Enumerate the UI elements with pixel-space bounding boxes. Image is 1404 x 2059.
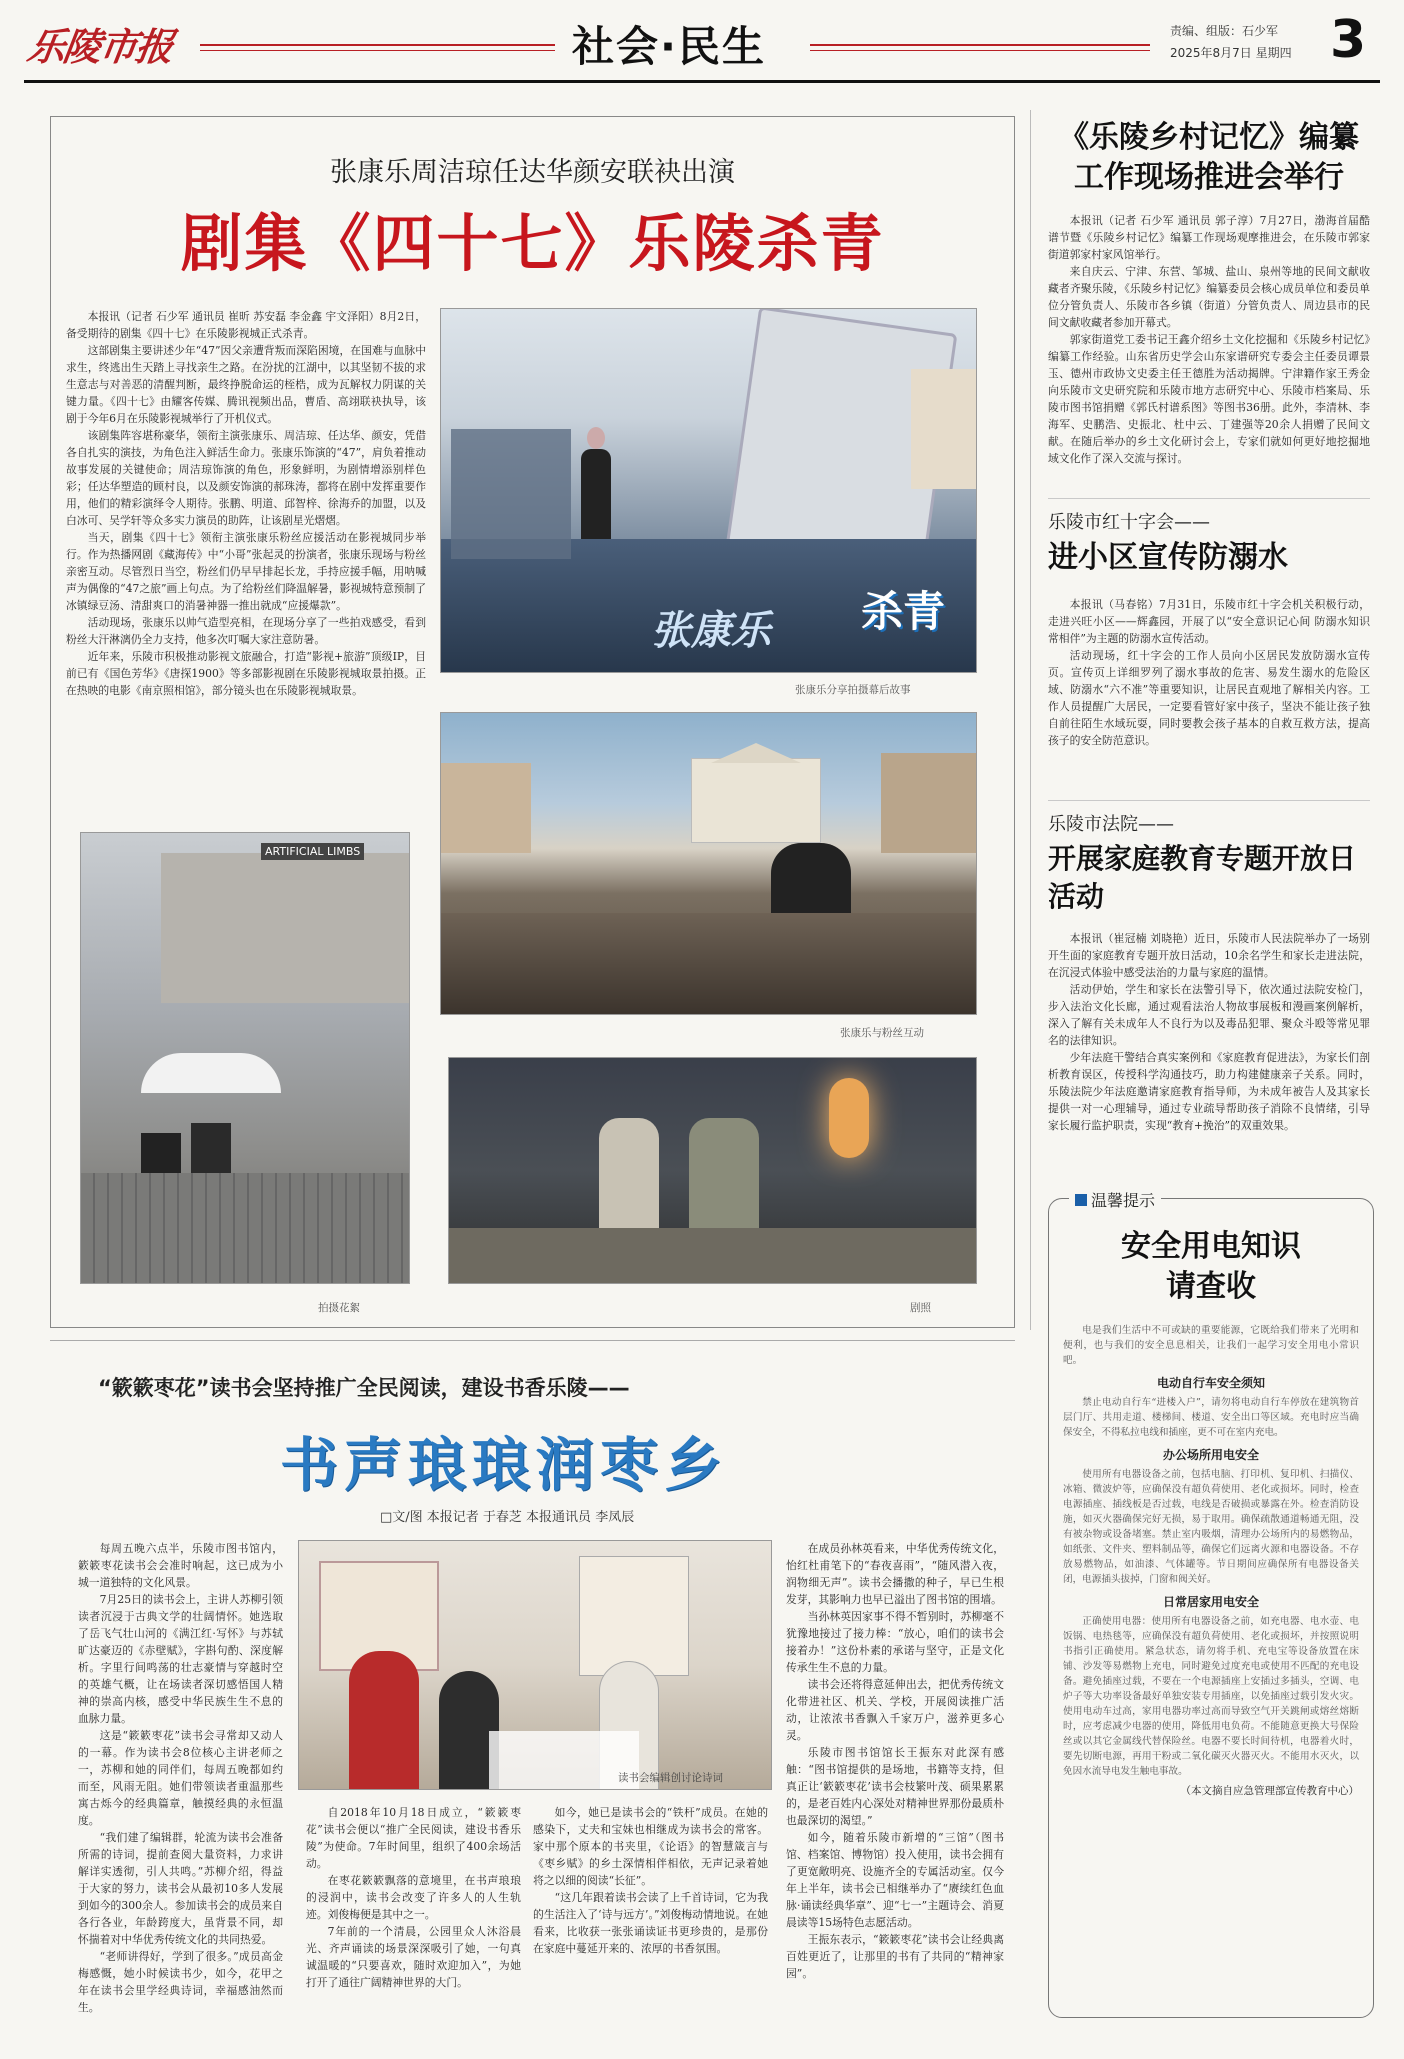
section-title: 社会·民生	[572, 22, 766, 71]
newspaper-logo: 乐陵市报	[24, 24, 175, 69]
issue-date: 2025年8月7日 星期四	[1170, 46, 1292, 60]
bottom-paragraph: 7年前的一个清晨，公园里众人沐浴晨光、齐声诵读的场景深深吸引了她，一句真诚温暖的“只要喜欢，随时欢迎加入”，为她打开了通往广阔精神世界的大门。	[306, 1925, 521, 1989]
right-story3-paragraph: 少年法庭干警结合真实案例和《家庭教育促进法》，为家长们剖析教育误区，传授科学沟通技巧，助力构建健康亲子关系。同时，乐陵法院少年法庭邀请家庭教育指导师，为未成年被告人及其家长提供一对一心理辅导，通过专业疏导帮助孩子消除不良情绪，引导家长履行监护职责，实现“教育+挽治”的双重效果。	[1048, 1051, 1370, 1132]
right-story1-paragraph: 本报讯（记者 石少军 通讯员 郭子淳）7月27日，渤海首届酷谱节暨《乐陵乡村记忆》编纂工作现场观摩推进会，在乐陵市郭家街道郭家村家风馆举行。	[1048, 214, 1370, 261]
photo-drama-still	[448, 1057, 977, 1284]
lead-kicker: 张康乐周洁琼任达华颜安联袂出演	[330, 157, 735, 188]
right-story2	[1048, 508, 1370, 749]
bottom-col2	[306, 1804, 521, 1991]
bottom-paragraph: 自2018年10月18日成立，“簌簌枣花”读书会便以“推广全民阅读，建设书香乐陵”为使命。7年时间里，组织了400余场活动。	[306, 1806, 521, 1870]
page-number: 3	[1330, 10, 1367, 70]
tips-square-icon	[1075, 1194, 1087, 1206]
lead-paragraph: 这部剧集主要讲述少年“47”因父亲遭背叛而深陷困境，在国难与血脉中求生，终逃出生天踏上寻找亲生之路。在汾扰的江湖中，以其坚韧不拔的求生意志与对善恶的清醒判断，最终挣脱命运的桎梏，成为瓦解权力阴谋的关键力量。《四十七》由耀客传媒、腾讯视频出品，曹盾、高翊联袂执导，该剧于今年6月在乐陵影视城举行了开机仪式。	[66, 344, 426, 425]
bottom-paragraph: 在成员孙林英看来，中华优秀传统文化，怡红杜甫笔下的“春夜喜雨”，“随风潜入夜，润物细无声”。读书会播撒的种子，早已生根发芽，其影响力也早已溢出了图书馆的围墙。	[786, 1542, 1004, 1606]
bottom-paragraph: 在枣花簌簌飘落的意境里，在书声琅琅的浸润中，读书会改变了许多人的人生轨迹。刘俊梅便是其中之一。	[306, 1874, 521, 1921]
photo-fans-caption: 张康乐与粉丝互动	[840, 1027, 924, 1039]
right-story2-headline: 进小区宣传防溺水	[1048, 540, 1288, 575]
safety-tips-box	[1048, 1191, 1374, 2018]
lead-paragraph: 近年来，乐陵市积极推动影视文旅融合，打造“影视+旅游”顶级IP，目前已有《国色芳华》《唐探1900》等多部影视剧在乐陵影视城取景拍摄。正在热映的电影《南京照相馆》，部分镜头也在乐陵影视城取景。	[66, 650, 426, 697]
right-story3-headline: 开展家庭教育专题开放日活动	[1048, 842, 1357, 913]
tips-intro: 电是我们生活中不可或缺的重要能源，它既给我们带来了光明和便利，也与我们的安全息息相关，让我们一起学习安全用电小常识吧。	[1063, 1325, 1359, 1366]
bottom-col1	[78, 1540, 283, 2016]
right-story3-kicker: 乐陵市法院——	[1048, 814, 1174, 835]
tips-section-title: 电动自行车安全须知	[1156, 1376, 1265, 1390]
right-story1	[1048, 118, 1370, 467]
bottom-col2b	[533, 1804, 768, 1957]
photo-fan-interaction	[440, 712, 977, 1015]
stage-banner-wrap: 杀青	[861, 587, 946, 636]
photo-bts-caption: 拍摄花絮	[318, 1302, 360, 1314]
photo-stage-caption: 张康乐分享拍摄幕后故事	[795, 684, 911, 696]
lead-paragraph: 本报讯（记者 石少军 通讯员 崔昕 苏安磊 李金鑫 宇文泽阳）8月2日，备受期待的剧集《四十七》在乐陵影视城正式杀青。	[66, 310, 426, 340]
tips-section-body: 正确使用电器：使用所有电器设备之前，如充电器、电水壶、电饭锅、电热毯等，应确保没有超负荷使用、老化或损坏，并按照说明书指引正确使用。紧急状态，请勿将手机、充电宝等设备放置在床铺、沙发等易燃物上充电，同时避免过度充电或使用不匹配的充电设备。避免插座过载，不要在一个电源插座上安插过多插头，空调、电炉子等大功率设备最好单独安装专用插座，以免插座过载引发火灾。使用电动车过高，家用电器功率过高而导致空气开关跳闸或熔丝熔断时，应考虑减少电器的使用，降低用电负荷。不能随意更换大号保险丝或以其它金属线代替保险丝。电器不要长时间待机，电器着火时，要先切断电源，再用干粉或二氧化碳灭火器灭火。不能用水灭火，以免因水流导电发生触电事故。	[1063, 1616, 1359, 1777]
stage-banner-name: 张康乐	[651, 607, 771, 654]
tips-source: （本文摘自应急管理部宣传教育中心）	[1180, 1785, 1359, 1797]
bottom-paragraph: 当孙林英因家事不得不暂别时，苏柳毫不犹豫地接过了接力棒：“放心，咱们的读书会接着办！”这份朴素的承诺与坚守，正是文化传承生生不息的力量。	[786, 1610, 1004, 1674]
right-story1-paragraph: 来自庆云、宁津、东营、邹城、盐山、泉州等地的民间文献收藏者齐聚乐陵，《乐陵乡村记忆》编纂委员会核心成员单位和委员单位分管负责人、乐陵市各乡镇（街道）分管负责人、周边县市的民间文献收藏者参加开幕式。	[1048, 265, 1370, 329]
tips-section-title: 日常居家用电安全	[1162, 1595, 1259, 1609]
right-story1-headline: 《乐陵乡村记忆》编纂工作现场推进会举行	[1059, 120, 1359, 195]
editor-credit: 责编、组版：石少军	[1170, 24, 1279, 38]
bottom-paragraph: 7月25日的读书会上，主讲人苏柳引领读者沉浸于古典文学的壮阔情怀。她选取了岳飞气壮山河的《满江红·写怀》与苏轼旷达豪迈的《赤壁赋》，字斟句酌、深度解析。字里行间鸣荡的壮志豪情与穿越时空的英雄气概，让在场读者深切感悟国人精神的崇高内核，感受中华民族生生不息的血脉力量。	[78, 1593, 283, 1725]
photo-stage-performance	[440, 308, 977, 673]
right-story1-paragraph: 郭家街道党工委书记王鑫介绍乡土文化挖掘和《乐陵乡村记忆》编纂工作经验。山东省历史学会山东家谱研究专委会主任委员谭景玉、德州市政协文史委主任王德胜为活动揭牌。宁津籍作家王秀金向乐陵市文史研究院和乐陵市地方志研究中心、乐陵市档案局、乐陵市图书馆捐赠《郭氏村谱系图》等图书36册。此外，李清林、李海军、史鹏浩、史振北、杜中云、丁建强等20余人捐赠了民间文献。在随后举办的乡土文化研讨会上，专家们就如何更好地挖掘地域文化作了深入交流与探讨。	[1048, 333, 1370, 465]
photo-behind-the-scenes	[80, 832, 410, 1284]
tips-section-body: 禁止电动自行车“进楼入户”，请勿将电动自行车停放在建筑物首层门厅、共用走道、楼梯间、楼道、安全出口等区域。充电时应当确保安全，不得私拉电线和插座，更不可在室内充电。	[1063, 1397, 1359, 1438]
lead-text	[66, 308, 426, 699]
bottom-paragraph: 如今，她已是读书会的“铁杆”成员。在她的感染下，丈夫和宝妹也相继成为读书会的常客。家中那个原本的书夹里，《论语》的智慧箴言与《枣乡赋》的乡土深情相伴相依，无声记录着她将之以细的阅读“长征”。	[533, 1806, 768, 1887]
bottom-paragraph: “这几年跟着读书会读了上千首诗词，它为我的生活注入了‘诗与远方’。”刘俊梅动情地说。在她看来，比收获一张张诵读证书更珍贵的，是那份在家庭中蔓延开来的、浓厚的书香氛围。	[533, 1891, 768, 1955]
bottom-headline: 书声琅琅润枣乡	[280, 1431, 729, 1499]
tips-headline: 安全用电知识请查收	[1121, 1229, 1301, 1304]
bottom-col3	[786, 1540, 1004, 1982]
right-story3	[1048, 810, 1370, 1134]
photo-still-caption: 剧照	[910, 1302, 931, 1314]
tips-tag	[1069, 1188, 1161, 1211]
photo-reading-club	[298, 1540, 772, 1790]
tips-tag-label: 温馨提示	[1091, 1191, 1156, 1210]
right-story2-paragraph: 本报讯（马春铭）7月31日，乐陵市红十字会机关积极行动，走进兴旺小区——辉鑫园，开展了以“安全意识记心间 防溺水知识常相伴”为主题的防溺水宣传活动。	[1048, 598, 1370, 645]
bottom-kicker: “簌簌枣花”读书会坚持推广全民阅读，建设书香乐陵——	[98, 1376, 630, 1400]
tips-section-title: 办公场所用电安全	[1162, 1448, 1259, 1462]
bottom-paragraph: 这是“簌簌枣花”读书会寻常却又动人的一幕。作为读书会8位核心主讲老师之一，苏柳和她的同伴们，每周五晚都如约而至，风雨无阻。她们带领读者重温那些寓古烁今的经典篇章，触摸经典的永恒温度。	[78, 1729, 283, 1827]
bottom-paragraph: 每周五晚六点半，乐陵市图书馆内，簌簌枣花读书会会准时响起，这已成为小城一道独特的文化风景。	[78, 1542, 283, 1589]
bottom-paragraph: 乐陵市图书馆馆长王振东对此深有感触：“图书馆提供的是场地，书籍等支持，但真正让‘簌簌枣花’读书会枝繁叶茂、硕果累累的，是老百姓内心深处对精神世界那份最质朴也最深切的渴望。”	[786, 1746, 1004, 1827]
right-story3-paragraph: 本报讯（崔冠楠 刘晓艳）近日，乐陵市人民法院举办了一场别开生面的家庭教育专题开放日活动，10余名学生和家长走进法院，在沉浸式体验中感受法治的力量与家庭的温情。	[1048, 932, 1370, 979]
right-story2-paragraph: 活动现场，红十字会的工作人员向小区居民发放防溺水宣传页。宣传页上详细罗列了溺水事故的危害、易发生溺水的危险区域、防溺水“六不准”等重要知识，让居民直观地了解相关内容。工作人员提醒广大居民，一定要看管好家中孩子，坚决不能让孩子独自前往陌生水域玩耍，同时要教会孩子基本的自救互救方法，提高孩子的安全防范意识。	[1048, 649, 1370, 747]
right-story3-paragraph: 活动伊始，学生和家长在法警引导下，依次通过法院安检门，步入法治文化长廊，通过观看法治人物故事展板和漫画案例解析，深入了解有关未成年人不良行为以及毒品犯罪、聚众斗殴等常见罪名的法律知识。	[1048, 983, 1370, 1047]
lead-paragraph: 活动现场，张康乐以帅气造型亮相，在现场分享了一些拍戏感受，看到粉丝大汗淋漓仍全力支持，他多次叮嘱大家注意防暑。	[66, 616, 426, 646]
lead-paragraph: 当天，剧集《四十七》领衔主演张康乐粉丝应援活动在影视城同步举行。作为热播网剧《藏海传》中“小哥”张起灵的扮演者，张康乐现场与粉丝亲密互动。尽管烈日当空，粉丝们仍早早排起长龙，手持应援手幅，用呐喊声为偶像的“47之旅”画上句点。为了给粉丝们降温解暑，影视城特意预制了冰镇绿豆汤、清甜爽口的消暑神器一推出就成“应援爆款”。	[66, 531, 426, 612]
tips-section-body: 使用所有电器设备之前，包括电脑、打印机、复印机、扫描仪、冰箱、微波炉等，应确保没有超负荷使用、老化或损坏。同时，检查电源插座、插线板是否过载，电线是否破损或暴露在外。检查消防设施，如灭火器确保完好无损，易于取用。确保疏散通道畅通无阻，没有被杂物或设备堵塞。禁止室内吸烟，清理办公场所内的易燃物品，如纸张、文件夹、塑料制品等，确保它们远离火源和电器设备。不存放易燃物品，如油漆、气体罐等。节日期间应确保所有电器设备关闭，电源插头拔掉，门窗和阀关好。	[1063, 1469, 1359, 1585]
bottom-byline: □文/图 本报记者 于春芝 本报通讯员 李凤辰	[380, 1510, 635, 1525]
shop-sign: ARTIFICIAL LIMBS	[261, 843, 364, 860]
bottom-paragraph: 如今，随着乐陵市新增的“三馆”（图书馆、档案馆、博物馆）投入使用，读书会拥有了更宽敞明亮、设施齐全的专属活动室。仅今年上半年，读书会已相继举办了“赓续红色血脉·诵读经典华章”、迎“七一”主题诗会、消夏晨读等15场特色志愿活动。	[786, 1831, 1004, 1929]
bottom-paragraph: 王振东表示，“簌簌枣花”读书会让经典离百姓更近了，让那里的书有了共同的“精神家园”。	[786, 1933, 1004, 1980]
bottom-paragraph: “我们建了编辑群，轮流为读书会准备所需的诗词，提前查阅大量资料，力求讲解详实透彻，引人共鸣。”苏柳介绍，得益于大家的努力，读书会从最初10多人发展到如今的300余人。参加读书会的成员来自各行各业，年龄跨度大，虽背景不同，却怀揣着对中华优秀传统文化的共同热爱。	[78, 1831, 283, 1946]
lead-headline: 剧集《四十七》乐陵杀青	[180, 207, 885, 280]
bottom-paragraph: “老师讲得好，学到了很多。”成员高金梅感慨，她小时候读书少，如今，花甲之年在读书会里学经典诗词，幸福感油然而生。	[78, 1950, 283, 2014]
photo-reading-caption: 读书会编辑创讨论诗词	[618, 1772, 723, 1784]
lead-paragraph: 该剧集阵容堪称豪华，领衔主演张康乐、周洁琼、任达华、颜安，凭借各自扎实的演技，为角色注入鲜活生命力。张康乐饰演的“47”，肩负着推动故事发展的关键使命；周洁琼饰演的角色，形象鲜明，为剧情增添别样色彩；任达华塑造的顾村良，以及颜安饰演的郝珠涛，都将在剧中发挥重要作用，他们的精彩演绎令人期待。张鹏、明道、邱智梓、徐海乔的加盟，以及白冰可、吴学轩等众多实力演员的助阵，让该剧星光熠熠。	[66, 429, 426, 527]
bottom-paragraph: 读书会还将得意延伸出去，把优秀传统文化带进社区、机关、学校，开展阅读推广活动，让浓浓书香飘入千家万户，滋养更多心灵。	[786, 1678, 1004, 1742]
right-story2-kicker: 乐陵市红十字会——	[1048, 512, 1210, 533]
